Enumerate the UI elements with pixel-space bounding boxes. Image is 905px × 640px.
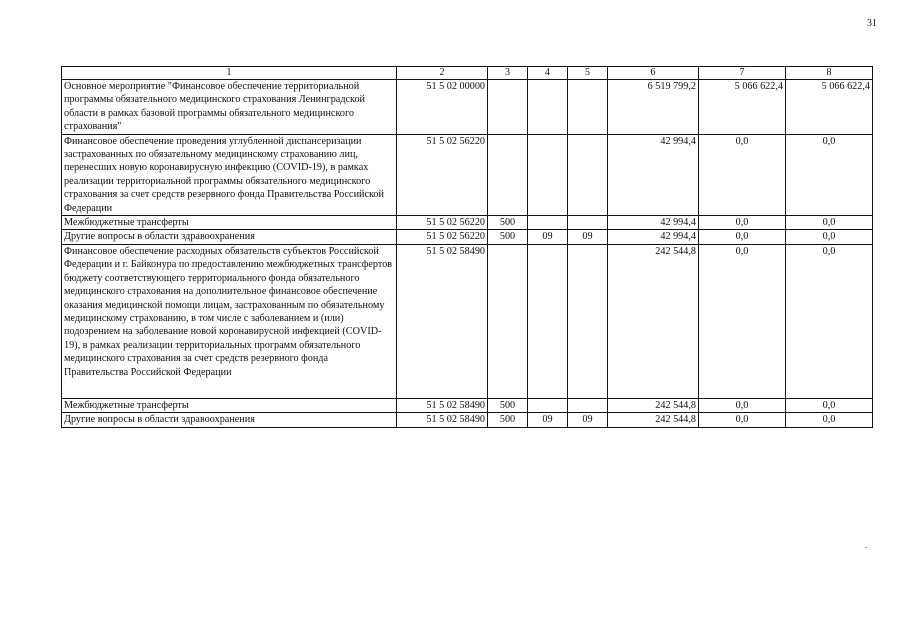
row-value-2023-cell: 0,0: [699, 230, 786, 244]
row-code-cell: 51 5 02 58490: [397, 413, 488, 427]
row-pr-cell: [568, 216, 608, 230]
row-value-2024-cell: 0,0: [786, 216, 873, 230]
row-value-2022-cell: 242 544,8: [608, 398, 699, 412]
row-kvr-cell: 500: [488, 398, 528, 412]
row-code-cell: 51 5 02 56220: [397, 216, 488, 230]
table-row: [62, 230, 873, 244]
row-value-2024-cell: 0,0: [786, 413, 873, 427]
row-value-2024-cell: 0,0: [786, 398, 873, 412]
header-col-6: 6: [608, 67, 699, 80]
row-value-2023-cell: 0,0: [699, 244, 786, 398]
table-row: [62, 216, 873, 230]
row-code-cell: 51 5 02 00000: [397, 80, 488, 135]
header-col-2: 2: [397, 67, 488, 80]
table-row: [62, 398, 873, 412]
row-kvr-cell: [488, 80, 528, 135]
row-kvr-cell: [488, 134, 528, 215]
row-value-2024-cell: 5 066 622,4: [786, 80, 873, 135]
header-col-5: 5: [568, 67, 608, 80]
row-rz-cell: [528, 80, 568, 135]
row-name-cell: Другие вопросы в области здравоохранения: [62, 230, 397, 244]
row-rz-cell: [528, 134, 568, 215]
table-body: [62, 80, 873, 428]
row-value-2023-cell: 5 066 622,4: [699, 80, 786, 135]
row-value-2022-cell: 42 994,4: [608, 134, 699, 215]
table-row: [62, 413, 873, 427]
row-value-2024-cell: 0,0: [786, 134, 873, 215]
header-col-3: 3: [488, 67, 528, 80]
table-row: [62, 134, 873, 215]
row-rz-cell: [528, 398, 568, 412]
table-row: [62, 80, 873, 135]
page-number: 31: [867, 18, 877, 29]
row-rz-cell: 09: [528, 413, 568, 427]
row-kvr-cell: 500: [488, 230, 528, 244]
header-col-7: 7: [699, 67, 786, 80]
row-pr-cell: [568, 244, 608, 398]
row-pr-cell: [568, 134, 608, 215]
row-name-cell: Финансовое обеспечение расходных обязательств субъектов Российской Федерации и г. Байконура по предоставлению межбюджетных трансфертов бюджету соответствующего территориального фонда обязательного медицинского страхования на дополнительное финансовое обеспечение оказания медицинской помощи лицам, застрахованным по обязательному медицинскому страхованию, в том числе с заболеванием и (или) подозрением на заболевание новой коронавирусной инфекцией (COVID-19), в рамках реализации территориальных программ обязательного медицинского страхования за счет средств резервного фонда Правительства Российской Федерации: [62, 244, 397, 398]
row-value-2023-cell: 0,0: [699, 413, 786, 427]
row-value-2024-cell: 0,0: [786, 230, 873, 244]
header-col-1: 1: [62, 67, 397, 80]
header-col-8: 8: [786, 67, 873, 80]
row-code-cell: 51 5 02 58490: [397, 244, 488, 398]
table-row: [62, 244, 873, 398]
row-rz-cell: 09: [528, 230, 568, 244]
row-name-cell: Межбюджетные трансферты: [62, 398, 397, 412]
table-header-row: [62, 67, 873, 80]
row-pr-cell: [568, 80, 608, 135]
scan-mark: [865, 547, 867, 548]
header-col-4: 4: [528, 67, 568, 80]
row-name-cell: Межбюджетные трансферты: [62, 216, 397, 230]
row-name-cell: Основное мероприятие "Финансовое обеспечение территориальной программы обязательного медицинского страхования Ленинградской области в рамках базовой программы обязательного медицинского страхования": [62, 80, 397, 135]
row-name-cell: Финансовое обеспечение проведения углубленной диспансеризации застрахованных по обязательному медицинскому страхованию лиц, перенесших новую коронавирусную инфекцию (COVID-19), в рамках реализации территориальной программы обязательного медицинского страхования за счет средств резервного фонда Правительства Российской Федерации: [62, 134, 397, 215]
row-pr-cell: [568, 398, 608, 412]
row-value-2022-cell: 42 994,4: [608, 216, 699, 230]
row-value-2024-cell: 0,0: [786, 244, 873, 398]
row-value-2022-cell: 6 519 799,2: [608, 80, 699, 135]
row-kvr-cell: 500: [488, 216, 528, 230]
row-value-2022-cell: 42 994,4: [608, 230, 699, 244]
row-code-cell: 51 5 02 56220: [397, 230, 488, 244]
row-value-2023-cell: 0,0: [699, 134, 786, 215]
row-code-cell: 51 5 02 56220: [397, 134, 488, 215]
row-kvr-cell: 500: [488, 413, 528, 427]
row-value-2022-cell: 242 544,8: [608, 244, 699, 398]
row-kvr-cell: [488, 244, 528, 398]
row-value-2023-cell: 0,0: [699, 398, 786, 412]
budget-table: [61, 66, 873, 428]
row-rz-cell: [528, 244, 568, 398]
row-name-cell: Другие вопросы в области здравоохранения: [62, 413, 397, 427]
row-pr-cell: 09: [568, 230, 608, 244]
row-value-2023-cell: 0,0: [699, 216, 786, 230]
row-value-2022-cell: 242 544,8: [608, 413, 699, 427]
row-code-cell: 51 5 02 58490: [397, 398, 488, 412]
row-pr-cell: 09: [568, 413, 608, 427]
row-rz-cell: [528, 216, 568, 230]
